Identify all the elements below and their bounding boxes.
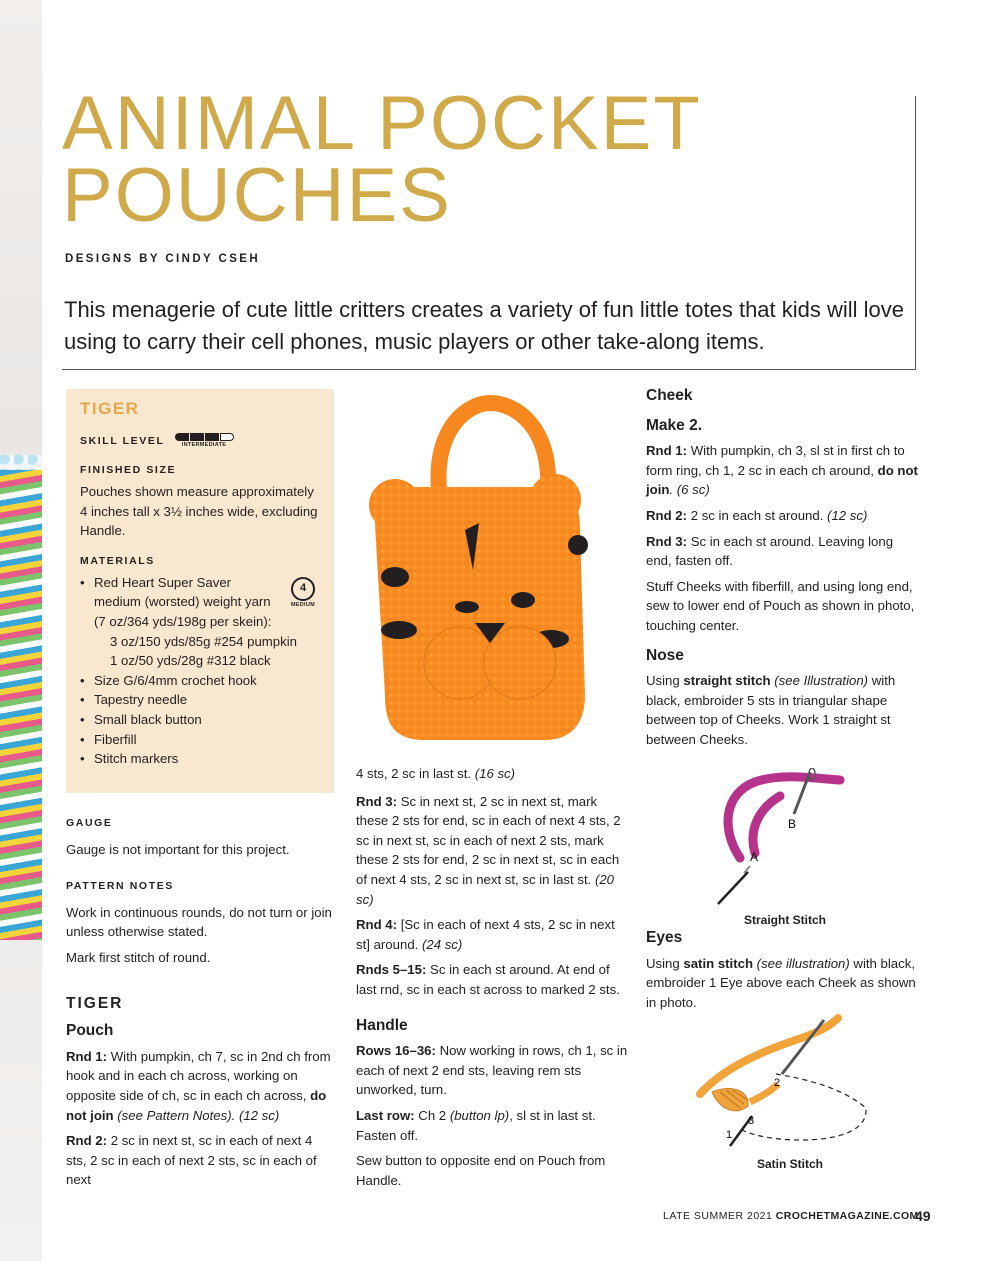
handle-rows: Rows 16–36: Now working in rows, ch 1, sc in each of next 2 end sts, leaving rem sts unworked, turn. (356, 1043, 628, 1098)
pouch-rnd-3: Rnd 3: Sc in next st, 2 sc in next st, mark these 2 sts for end, sc in each of next 4 sts, 2 sc in next st, sc in each of next 2 sts, mark these 2 sts for end, 2 sc in next st, sc in each of next 4 sts, 2 sc in next st, sc in last st. (20 sc) (356, 793, 621, 907)
yarn-weight-label: MEDIUM (290, 602, 316, 608)
list-item: • Tapestry needle (80, 690, 320, 710)
straight-stitch-illustration (700, 768, 870, 928)
satin-stitch-drawing (690, 1012, 890, 1152)
list-item: • Small black button (80, 710, 320, 730)
skill-level-label: SKILL LEVEL (80, 434, 165, 447)
eyes-text: Using satin stitch (see illustration) with black, embroider 1 Eye above each Cheek as shown in photo. (646, 955, 916, 1010)
label-1: 1 (726, 1129, 733, 1141)
label-3: 3 (748, 1115, 755, 1127)
header-divider-vertical (915, 96, 916, 370)
gauge-text: Gauge is not important for this project. (66, 841, 290, 857)
tiger-materials-box (66, 389, 334, 793)
label-b: B (788, 817, 797, 831)
label-2: 2 (774, 1077, 781, 1089)
satin-stitch-illustration (690, 1012, 890, 1172)
tiger-pouch-photo (355, 395, 625, 745)
footer-issue: LATE SUMMER 2021 (663, 1210, 776, 1222)
pouch-title: Pouch (66, 1022, 114, 1040)
page-number: 49 (915, 1208, 931, 1224)
byline: DESIGNS BY CINDY CSEH (65, 253, 261, 265)
pouch-rnds-5-15: Rnds 5–15: Sc in each st around. At end of last rnd, sc in each st across to marked 2 sts. (356, 962, 620, 997)
gauge-label: GAUGE (66, 817, 113, 829)
column-3 (646, 386, 918, 756)
striped-ribbon-image (0, 470, 42, 940)
side-photo-strip (0, 0, 42, 1261)
list-item: • Size G/6/4mm crochet hook (80, 671, 320, 691)
pattern-note-1: Work in continuous rounds, do not turn or join unless otherwise stated. (66, 904, 332, 940)
pouch-rnd-2-continued: 4 sts, 2 sc in last st. (16 sc) (356, 766, 516, 781)
cheek-rnd-2: Rnd 2: 2 sc in each st around. (12 sc) (646, 507, 868, 523)
pouch-rnd-2: Rnd 2: 2 sc in next st, sc in each of next 4 sts, 2 sc in each of next 2 sts, sc in each of next (66, 1133, 317, 1188)
list-item: • Fiberfill (80, 730, 320, 750)
yarn-weight-number: 4 (299, 582, 307, 594)
list-item: medium (worsted) weight yarn (94, 594, 271, 610)
sew-button-text: Sew button to opposite end on Pouch from Handle. (356, 1153, 606, 1188)
label-a: A (750, 850, 759, 864)
skill-level-icon (175, 433, 234, 448)
intro-text: This menagerie of cute little critters creates a variety of fun little totes that kids will love using to carry their cell phones, music players or other take-along items. (64, 297, 905, 354)
list-item: 3 oz/150 yds/85g #254 pumpkin (110, 633, 297, 649)
materials-label: MATERIALS (80, 554, 155, 567)
list-item: (7 oz/364 yds/198g per skein): (94, 613, 272, 629)
finished-size-text: Pouches shown measure approximately 4 inches tall x 3½ inches wide, excluding Handle. (80, 484, 318, 539)
column-2 (356, 764, 628, 1196)
pouch-rnd-4: Rnd 4: [Sc in each of next 4 sts, 2 sc in next st] around. (24 sc) (356, 917, 615, 952)
list-item: • Stitch markers (80, 749, 320, 769)
satin-stitch-caption: Satin Stitch (756, 1157, 823, 1171)
handle-last-row: Last row: Ch 2 (button lp), sl st in last st. Fasten off. (356, 1107, 596, 1143)
list-item: 1 oz/50 yds/28g #312 black (110, 653, 271, 669)
straight-stitch-caption: Straight Stitch (743, 913, 826, 927)
section-title-tiger: TIGER (66, 994, 124, 1012)
make-2-title: Make 2. (646, 416, 703, 434)
footer-site: CROCHETMAGAZINE.COM (775, 1210, 919, 1222)
handle-title: Handle (356, 1016, 408, 1034)
nose-title: Nose (646, 646, 684, 664)
column-1 (66, 814, 334, 1196)
cheek-title: Cheek (646, 387, 693, 404)
eyes-title: Eyes (646, 929, 683, 946)
pouch-rnd-1: Rnd 1: With pumpkin, ch 7, sc in 2nd ch from hook and in each ch across, working on opposite side of ch, sc in each ch across, do not join (see Pattern Notes). (12 sc) (66, 1048, 331, 1123)
stuff-cheeks-text: Stuff Cheeks with fiberfill, and using long end, sew to lower end of Pouch as shown in photo, touching center. (646, 578, 915, 633)
cheek-rnd-1: Rnd 1: With pumpkin, ch 3, sl st in first ch to form ring, ch 1, 2 sc in each ch around, do not join. (6 sc) (646, 443, 918, 498)
skill-level-value: INTERMEDIATE (181, 442, 227, 448)
skill-level-row (80, 433, 320, 448)
box-title: TIGER (80, 399, 140, 418)
straight-stitch-drawing (700, 768, 870, 908)
footer (663, 1210, 919, 1222)
title-line-1: ANIMAL POCKET (62, 81, 702, 166)
pattern-note-2: Mark first stitch of round. (66, 949, 211, 965)
page-title (62, 81, 702, 238)
finished-size-label: FINISHED SIZE (80, 464, 177, 476)
materials-list (80, 573, 320, 769)
nose-text: Using straight stitch (see Illustration) with black, embroider 5 sts in triangular shape between top of Cheeks. Work 1 straight st between Cheeks. (646, 673, 896, 747)
header-divider-horizontal (62, 369, 916, 370)
title-line-2: POUCHES (62, 153, 452, 238)
cheek-rnd-3: Rnd 3: Sc in each st around. Leaving long end, fasten off. (646, 533, 894, 569)
pattern-notes-label: PATTERN NOTES (66, 880, 174, 893)
eyes-section (646, 928, 918, 1018)
list-item: • Red Heart Super Saver (80, 573, 320, 593)
